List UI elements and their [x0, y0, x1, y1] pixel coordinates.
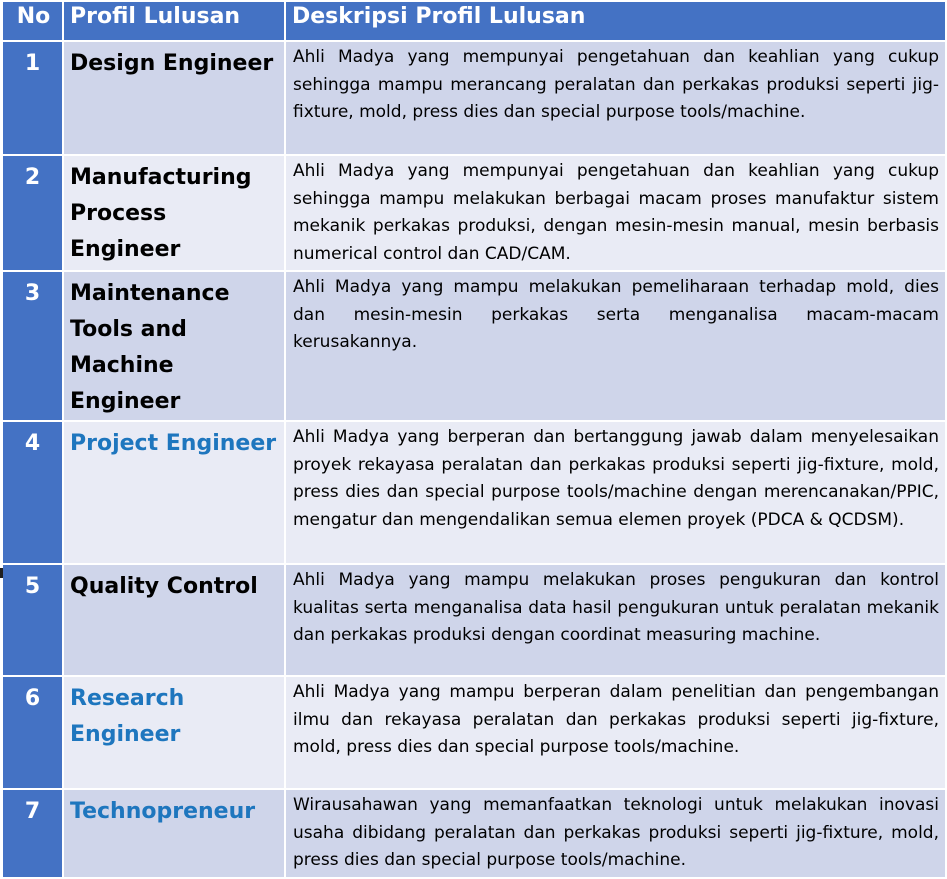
table-row	[2, 271, 946, 421]
profil-description: Ahli Madya yang mempunyai pengetahuan dan keahlian yang cukup sehingga mampu melakukan berbagai macam proses manufaktur sistem mekanik perkakas produksi, dengan mesin-mesin manual, mesin berbasis numerical control dan CAD/CAM.	[285, 155, 946, 271]
profil-description: Ahli Madya yang mempunyai pengetahuan dan keahlian yang cukup sehingga mampu merancang peralatan dan perkakas produksi seperti jig-fixture, mold, press dies dan special purpose tools/machine.	[285, 41, 946, 155]
profil-description: Ahli Madya yang mampu berperan dalam penelitian dan pengembangan ilmu dan rekayasa peralatan dan perkakas produksi seperti jig-fixture, mold, press dies dan special purpose tools/machine.	[285, 676, 946, 789]
row-number: 7	[2, 789, 63, 878]
profil-name: Manufacturing Process Engineer	[63, 155, 285, 271]
row-number: 2	[2, 155, 63, 271]
row-number: 3	[2, 271, 63, 421]
profil-name: Quality Control	[63, 564, 285, 676]
table-row	[2, 564, 946, 676]
table-row	[2, 421, 946, 564]
row-number: 4	[2, 421, 63, 564]
profil-description: Ahli Madya yang mampu melakukan proses pengukuran dan kontrol kualitas serta menganalisa data hasil pengukuran untuk peralatan mekanik dan perkakas produksi dengan coordinat measuring machine.	[285, 564, 946, 676]
table-row	[2, 789, 946, 878]
row-number: 1	[2, 41, 63, 155]
header-no: No	[2, 1, 63, 41]
row-number: 6	[2, 676, 63, 789]
table-header-row	[2, 1, 946, 41]
profil-name: Technopreneur	[63, 789, 285, 878]
header-profil: Profil Lulusan	[63, 1, 285, 41]
header-deskripsi: Deskripsi Profil Lulusan	[285, 1, 946, 41]
profil-name: Maintenance Tools and Machine Engineer	[63, 271, 285, 421]
profil-description: Ahli Madya yang mampu melakukan pemeliharaan terhadap mold, dies dan mesin-mesin perkakas serta menganalisa macam-macam kerusakannya.	[285, 271, 946, 421]
profil-description: Wirausahawan yang memanfaatkan teknologi untuk melakukan inovasi usaha dibidang peralatan dan perkakas produksi seperti jig-fixture, mold, press dies dan special purpose tools/machine.	[285, 789, 946, 878]
profil-lulusan-table	[1, 0, 947, 879]
table-row	[2, 155, 946, 271]
profil-name: Design Engineer	[63, 41, 285, 155]
profil-name: Research Engineer	[63, 676, 285, 789]
row-number: 5	[2, 564, 63, 676]
table-row	[2, 676, 946, 789]
edge-mark	[0, 568, 3, 578]
profil-name: Project Engineer	[63, 421, 285, 564]
table-row	[2, 41, 946, 155]
profil-description: Ahli Madya yang berperan dan bertanggung jawab dalam menyelesaikan proyek rekayasa peralatan dan perkakas produksi seperti jig-fixture, mold, press dies dan special purpose tools/machine dengan merencanakan/PPIC, mengatur dan mengendalikan semua elemen proyek (PDCA & QCDSM).	[285, 421, 946, 564]
